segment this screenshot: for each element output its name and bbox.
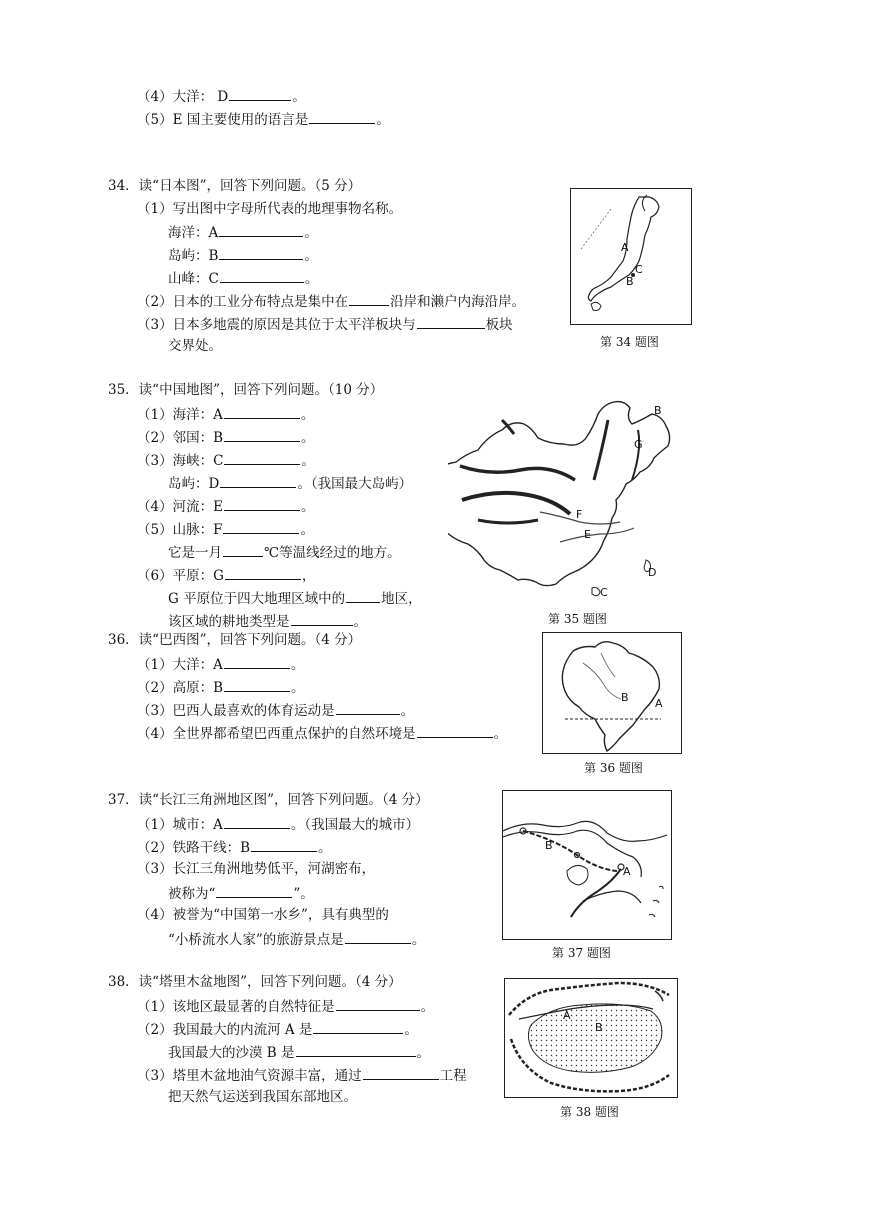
brazil-map — [542, 632, 682, 754]
answer-blank[interactable] — [224, 496, 300, 511]
answer-blank[interactable] — [223, 542, 263, 557]
q36-caption: 第 36 题图 — [584, 761, 643, 775]
q34-s2: （2）日本的工业分布特点是集中在 沿岸和濑户内海沿岸。 — [137, 291, 525, 311]
q35-caption: 第 35 题图 — [548, 612, 607, 626]
q34-a: 海洋：A 。 — [168, 222, 318, 242]
q36-title: 36．读“巴西图”，回答下列问题。（4 分） — [108, 632, 362, 648]
q34-c: 山峰：C 。 — [168, 268, 318, 288]
q35-f: （5）山脉：F 。 — [137, 519, 314, 539]
yangtze-delta-map — [502, 790, 672, 940]
answer-blank[interactable] — [224, 814, 290, 829]
q37-b: （2）铁路干线：B 。 — [137, 837, 332, 857]
q33-item4: （4）大洋： D 。 — [137, 86, 306, 106]
q35-f2: 它是一月 ℃等温线经过的地方。 — [168, 542, 401, 562]
answer-blank[interactable] — [313, 1019, 403, 1034]
q33-item5: （5）E 国主要使用的语言是 。 — [137, 109, 390, 129]
map-label-b: B — [621, 691, 629, 704]
q37-c2: 被称为“ ”。 — [168, 883, 314, 903]
china-map — [448, 400, 680, 605]
map-label-c: C — [600, 586, 608, 599]
q37-caption: 第 37 题图 — [552, 946, 611, 960]
q37-title: 37．读“长江三角洲地区图”，回答下列问题。（4 分） — [108, 792, 429, 808]
q38-c: （3）塔里木盆地油气资源丰富，通过 工程 — [137, 1065, 467, 1085]
map-label-b: B — [545, 839, 553, 852]
answer-blank[interactable] — [346, 588, 380, 603]
map-label-c: C — [635, 263, 643, 276]
answer-blank[interactable] — [224, 450, 300, 465]
answer-blank[interactable] — [220, 473, 296, 488]
map-label-b: B — [626, 275, 634, 288]
q34-caption: 第 34 题图 — [600, 335, 659, 349]
answer-blank[interactable] — [336, 700, 400, 715]
answer-blank[interactable] — [224, 677, 290, 692]
q38-caption: 第 38 题图 — [560, 1105, 619, 1119]
answer-blank[interactable] — [224, 427, 300, 442]
answer-blank[interactable] — [216, 883, 292, 898]
answer-blank[interactable] — [219, 222, 303, 237]
q35-title: 35．读“中国地图”，回答下列问题。（10 分） — [108, 382, 384, 398]
map-label-d: D — [648, 566, 657, 579]
map-label-a: A — [623, 865, 631, 878]
answer-blank[interactable] — [417, 723, 493, 738]
q38-title: 38．读“塔里木盆地图”，回答下列问题。（4 分） — [108, 974, 402, 990]
tarim-basin-map — [504, 978, 678, 1098]
q34-s1: （1）写出图中字母所代表的地理事物名称。 — [137, 201, 403, 217]
q35-g3: 该区域的耕地类型是 。 — [168, 611, 367, 631]
q38-b2: 我国最大的沙漠 B 是 。 — [168, 1042, 430, 1062]
q37-a: （1）城市：A 。（我国最大的城市） — [137, 814, 419, 834]
q35-a: （1）海洋：A 。 — [137, 404, 314, 424]
answer-blank[interactable] — [229, 86, 291, 101]
q38-b: （2）我国最大的内流河 A 是 。 — [137, 1019, 418, 1039]
answer-blank[interactable] — [349, 291, 389, 306]
answer-blank[interactable] — [225, 565, 301, 580]
q35-g2: G 平原位于四大地理区域中的 地区， — [168, 588, 422, 608]
q36-c: （3）巴西人最喜欢的体育运动是 。 — [137, 700, 414, 720]
q38-a: （1）该地区最显著的自然特征是 。 — [137, 996, 434, 1016]
map-label-a: A — [655, 697, 663, 710]
q36-d: （4）全世界都希望巴西重点保护的自然环境是 。 — [137, 723, 507, 743]
q35-e: （4）河流：E 。 — [137, 496, 314, 516]
map-label-f: F — [576, 508, 583, 521]
map-label-a: A — [621, 241, 629, 254]
q35-c: （3）海峡：C 。 — [137, 450, 315, 470]
q38-c2: 把天然气运送到我国东部地区。 — [168, 1089, 357, 1105]
q34-s3b: 交界处。 — [168, 338, 222, 354]
answer-blank[interactable] — [363, 1065, 439, 1080]
answer-blank[interactable] — [417, 314, 485, 329]
answer-blank[interactable] — [224, 654, 290, 669]
q34-b: 岛屿：B 。 — [168, 245, 318, 265]
map-label-a: A — [563, 1009, 571, 1022]
q35-b: （2）邻国：B 。 — [137, 427, 315, 447]
answer-blank[interactable] — [251, 837, 317, 852]
answer-blank[interactable] — [219, 245, 303, 260]
q36-a: （1）大洋：A 。 — [137, 654, 304, 674]
q35-d: 岛屿：D 。（我国最大岛屿） — [168, 473, 412, 493]
japan-map — [570, 188, 692, 325]
answer-blank[interactable] — [296, 1042, 416, 1057]
q37-d: （4）被誉为“中国第一水乡”，具有典型的 — [137, 907, 389, 923]
map-label-b: B — [595, 1021, 603, 1034]
map-label-b: B — [654, 404, 662, 417]
answer-blank[interactable] — [336, 996, 420, 1011]
q37-d2: “小桥流水人家”的旅游景点是 。 — [168, 929, 425, 949]
answer-blank[interactable] — [223, 519, 299, 534]
q34-title: 34．读“日本图”，回答下列问题。（5 分） — [108, 178, 362, 194]
q37-c: （3）长江三角洲地势低平，河湖密布， — [137, 861, 376, 877]
answer-blank[interactable] — [291, 611, 353, 626]
q36-b: （2）高原：B 。 — [137, 677, 305, 697]
map-label-g: G — [634, 438, 643, 451]
q35-g: （6）平原：G ， — [137, 565, 315, 585]
answer-blank[interactable] — [345, 929, 411, 944]
answer-blank[interactable] — [224, 404, 300, 419]
q34-s3: （3）日本多地震的原因是其位于太平洋板块与 板块 — [137, 314, 513, 334]
map-label-e: E — [584, 528, 591, 541]
answer-blank[interactable] — [220, 268, 304, 283]
answer-blank[interactable] — [309, 109, 375, 124]
